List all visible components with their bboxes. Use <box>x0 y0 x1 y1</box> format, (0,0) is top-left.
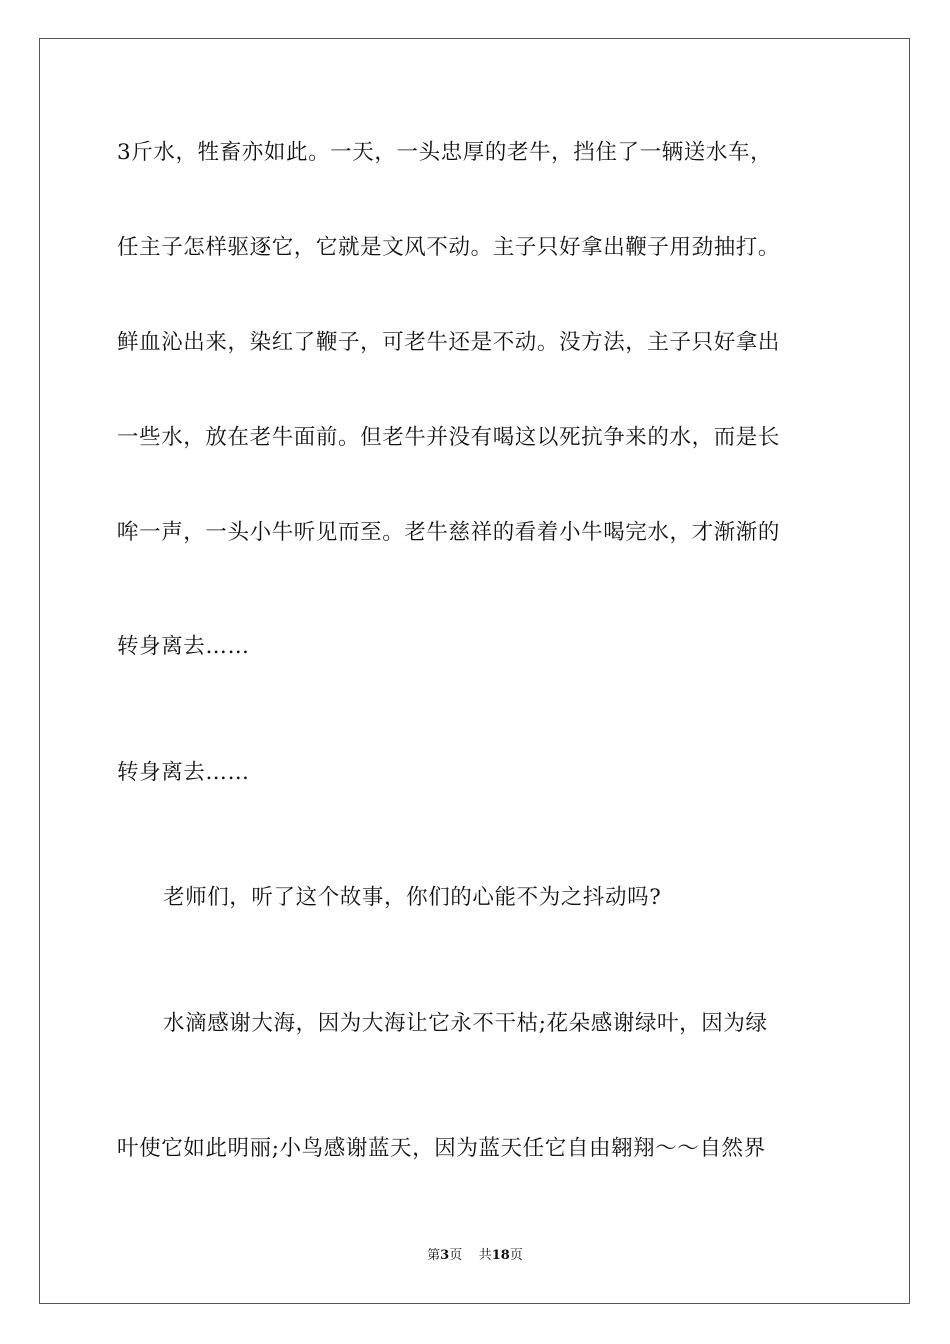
body-line-2: 任主子怎样驱逐它，它就是文风不动。主子只好拿出鞭子用劲抽打。 <box>117 235 781 260</box>
body-line-8: 老师们，听了这个故事，你们的心能不为之抖动吗? <box>163 885 662 910</box>
body-line-3: 鲜血沁出来，染红了鞭子，可老牛还是不动。没方法，主子只好拿出 <box>117 330 781 355</box>
body-line-7: 转身离去…… <box>117 760 250 785</box>
page-footer <box>0 1246 950 1266</box>
footer-page-unit: 页 <box>449 1248 463 1263</box>
footer-total-unit: 页 <box>509 1248 523 1263</box>
footer-page-current: 3 <box>440 1248 450 1263</box>
body-line-6: 转身离去…… <box>117 634 250 659</box>
footer-page-prefix: 第 <box>427 1248 441 1263</box>
page-border <box>39 38 910 1304</box>
body-line-5: 哞一声，一头小牛听见而至。老牛慈祥的看着小牛喝完水，才渐渐的 <box>117 520 781 545</box>
footer-total-prefix: 共 <box>478 1248 492 1263</box>
body-line-10: 叶使它如此明丽;小鸟感谢蓝天，因为蓝天任它自由翱翔～～自然界 <box>117 1136 766 1161</box>
body-line-9: 水滴感谢大海，因为大海让它永不干枯;花朵感谢绿叶，因为绿 <box>163 1011 768 1036</box>
body-line-4: 一些水，放在老牛面前。但老牛并没有喝这以死抗争来的水，而是长 <box>117 425 781 450</box>
footer-page-total: 18 <box>491 1248 510 1263</box>
body-line-1: 3斤水，牲畜亦如此。一天，一头忠厚的老牛，挡住了一辆送水车， <box>117 140 773 165</box>
